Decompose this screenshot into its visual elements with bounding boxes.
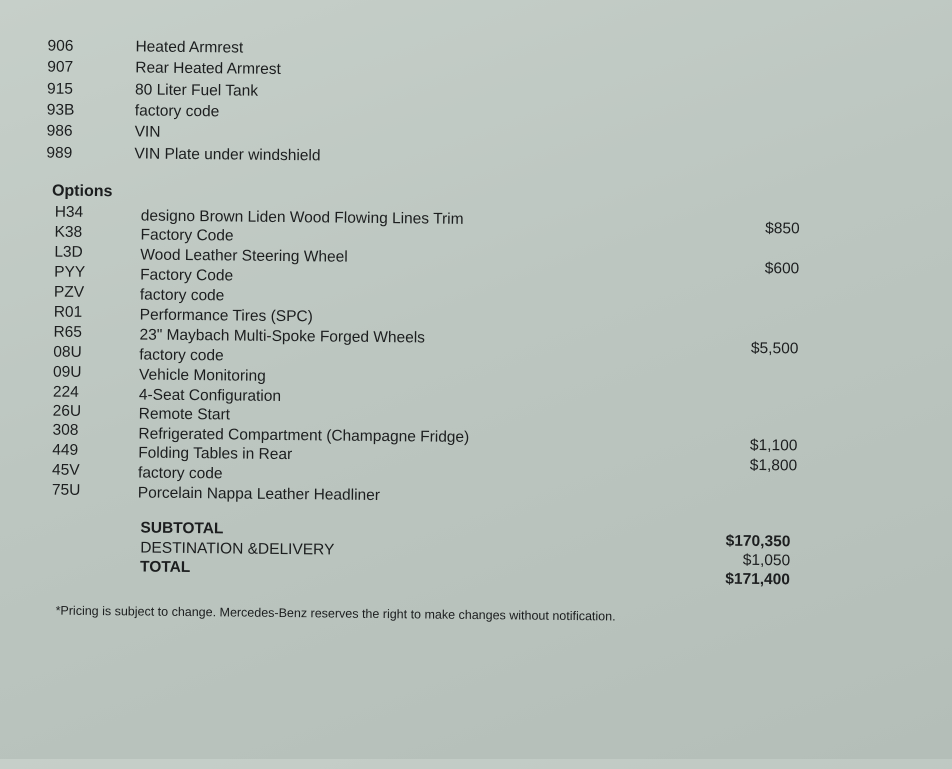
option-code: PYY — [54, 263, 86, 281]
feature-code: 906 — [47, 37, 74, 55]
option-code: 75U — [51, 481, 81, 499]
feature-desc: VIN — [134, 123, 161, 141]
option-code: L3D — [54, 243, 83, 261]
feature-desc: Rear Heated Armrest — [135, 59, 281, 78]
option-price: $1,100 — [749, 436, 798, 455]
option-code: 08U — [53, 343, 82, 361]
feature-code: 986 — [46, 122, 73, 140]
option-desc: 4-Seat Configuration — [138, 386, 282, 405]
option-code: H34 — [54, 203, 84, 221]
option-code: 224 — [52, 383, 79, 401]
option-code: 45V — [51, 461, 80, 479]
option-code: 09U — [53, 363, 82, 381]
option-desc: factory code — [139, 286, 225, 305]
option-price: $850 — [765, 220, 800, 238]
feature-desc: VIN Plate under windshield — [134, 145, 321, 165]
features-list — [0, 0, 952, 165]
option-code: 449 — [52, 441, 79, 459]
feature-code: 989 — [46, 144, 73, 162]
option-desc: Vehicle Monitoring — [138, 366, 266, 385]
option-code: R65 — [53, 323, 83, 341]
option-desc: designo Brown Liden Wood Flowing Lines Trim — [140, 207, 464, 228]
total-label: TOTAL — [139, 558, 191, 577]
option-price: $1,800 — [749, 456, 798, 475]
option-code: K38 — [54, 223, 83, 241]
option-desc: Remote Start — [138, 405, 231, 424]
destination-label: DESTINATION &DELIVERY — [140, 539, 335, 559]
option-desc: factory code — [139, 346, 224, 365]
option-code: 26U — [52, 402, 82, 420]
feature-code: 915 — [46, 80, 74, 98]
option-desc: 23" Maybach Multi-Spoke Forged Wheels — [139, 326, 426, 347]
option-desc: factory code — [137, 464, 223, 483]
option-price: $5,500 — [750, 339, 799, 358]
feature-desc: factory code — [134, 102, 220, 121]
destination-value: $1,050 — [742, 551, 791, 570]
total-value: $171,400 — [725, 570, 791, 589]
option-desc: Wood Leather Steering Wheel — [140, 246, 348, 266]
option-desc: Refrigerated Compartment (Champagne Fridge) — [138, 425, 470, 446]
subtotal-label: SUBTOTAL — [140, 519, 224, 538]
option-code: 308 — [52, 421, 79, 439]
feature-code: 907 — [47, 58, 74, 76]
option-desc: Performance Tires (SPC) — [139, 306, 313, 326]
option-desc: Porcelain Nappa Leather Headliner — [137, 484, 381, 505]
pricing-disclaimer: *Pricing is subject to change. Mercedes-Benz reserves the right to make changes without notification. — [55, 603, 616, 624]
feature-code: 93B — [46, 101, 75, 119]
option-desc: Factory Code — [140, 226, 234, 245]
feature-desc: 80 Liter Fuel Tank — [134, 81, 259, 100]
option-code: R01 — [53, 303, 83, 321]
feature-desc: Heated Armrest — [135, 38, 244, 57]
option-code: PZV — [53, 283, 85, 301]
option-price: $600 — [764, 260, 800, 278]
option-desc: Factory Code — [140, 266, 234, 285]
subtotal-value: $170,350 — [725, 532, 791, 551]
options-heading: Options — [51, 182, 113, 201]
option-desc: Folding Tables in Rear — [138, 444, 293, 464]
